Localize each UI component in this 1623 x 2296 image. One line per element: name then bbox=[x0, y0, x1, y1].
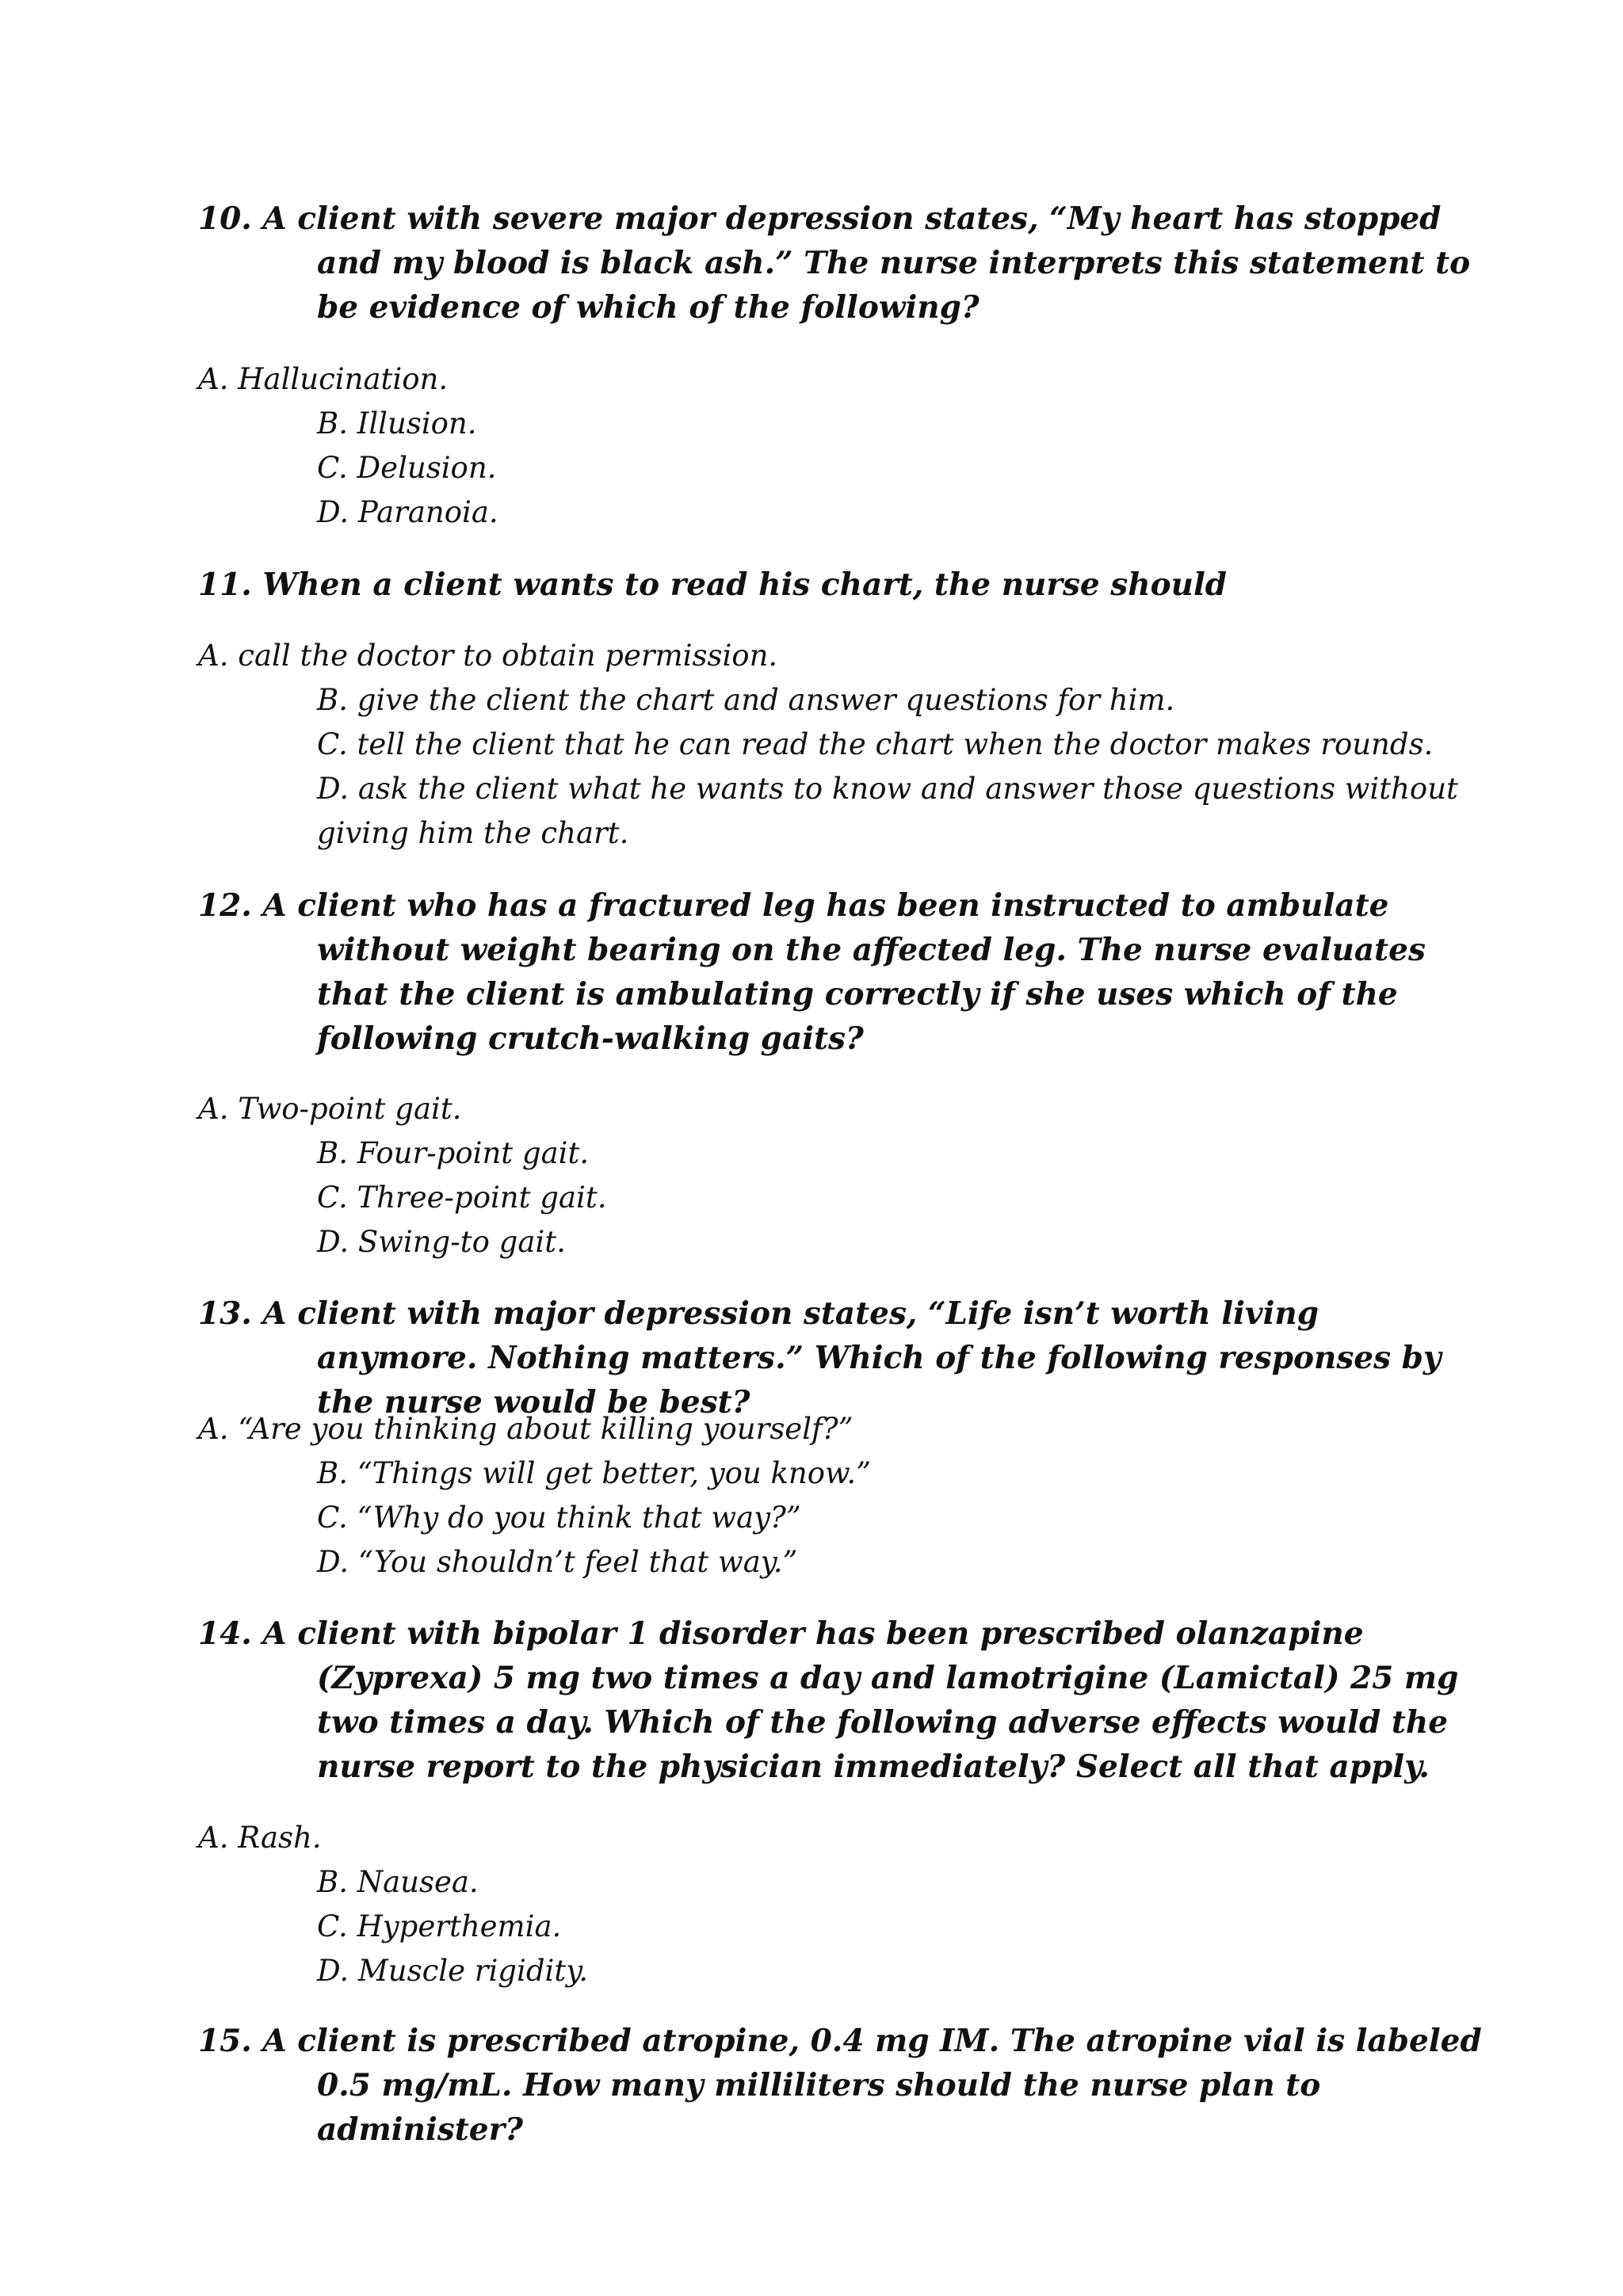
question-block-15 bbox=[198, 2019, 1482, 2152]
option-c: C. Delusion. bbox=[317, 451, 497, 485]
option-d: D. “You shouldn’t feel that way.” bbox=[317, 1545, 798, 1579]
question-block-10 bbox=[198, 196, 1482, 330]
question-block-12 bbox=[198, 883, 1482, 1061]
options-block-11 bbox=[198, 634, 1482, 856]
answer-options bbox=[198, 1407, 1482, 1585]
options-block-12 bbox=[198, 1087, 1482, 1264]
options-block-13 bbox=[198, 1407, 1482, 1585]
option-d: D. Swing-to gait. bbox=[317, 1225, 566, 1259]
option-a: A. Two-point gait. bbox=[198, 1092, 462, 1126]
option-a: A. Hallucination. bbox=[198, 362, 449, 396]
question-text: 15. A client is prescribed atropine, 0.4 mg IM. The atropine vial is labeled 0.5 mg/mL. How many milliliters should the nurse plan to administer? bbox=[198, 2023, 1482, 2148]
question-text: 14. A client with bipolar 1 disorder has been prescribed olanzapine (Zyprexa) 5 mg two times a day and lamotrigine (Lamictal) 25 mg two times a day. Which of the following adverse effects would the nurse report to the physician immediately? Select all that apply. bbox=[198, 1615, 1459, 1785]
answer-options bbox=[198, 1087, 1482, 1264]
options-block-10 bbox=[198, 357, 1482, 535]
question-block-14 bbox=[198, 1611, 1482, 1789]
option-b: B. Illusion. bbox=[317, 406, 477, 441]
option-a: A. “Are you thinking about killing yourself?” bbox=[198, 1412, 854, 1446]
option-b: B. Nausea. bbox=[317, 1865, 479, 1899]
option-c: C. Three-point gait. bbox=[317, 1180, 607, 1215]
option-b: B. give the client the chart and answer questions for him. bbox=[317, 683, 1175, 717]
option-c: C. Hyperthemia. bbox=[317, 1909, 562, 1943]
options-block-14 bbox=[198, 1816, 1482, 1993]
question-text: 13. A client with major depression states, “Life isn’t worth living anymore. Nothing matters.” Which of the following responses by the nurse would be best? bbox=[198, 1295, 1442, 1421]
option-b: B. “Things will get better, you know.” bbox=[317, 1456, 871, 1490]
question-block-13 bbox=[198, 1291, 1482, 1425]
option-c: C. tell the client that he can read the chart when the doctor makes rounds. bbox=[317, 727, 1434, 761]
question-text: 11. When a client wants to read his chart, the nurse should bbox=[198, 566, 1228, 603]
answer-options bbox=[198, 1816, 1482, 1993]
option-d: D. Muscle rigidity. bbox=[317, 1954, 588, 1988]
option-a: A. Rash. bbox=[198, 1821, 322, 1855]
option-c: C. “Why do you think that way?” bbox=[317, 1501, 801, 1535]
answer-options bbox=[198, 357, 1482, 535]
question-block-11 bbox=[198, 563, 1482, 607]
option-b: B. Four-point gait. bbox=[317, 1136, 590, 1170]
option-a: A. call the doctor to obtain permission. bbox=[198, 639, 778, 673]
question-text: 10. A client with severe major depression states, “My heart has stopped and my blood is black ash.” The nurse interprets this statement to be evidence of which of the following? bbox=[198, 200, 1471, 326]
option-d: D. ask the client what he wants to know and answer those questions without giving him the chart. bbox=[317, 772, 1458, 850]
question-text: 12. A client who has a fractured leg has been instructed to ambulate without weight bearing on the affected leg. The nurse evaluates that the client is ambulating correctly if she uses which of the following crutch-walking gaits? bbox=[198, 887, 1426, 1057]
option-d: D. Paranoia. bbox=[317, 495, 498, 529]
answer-options bbox=[198, 634, 1482, 856]
